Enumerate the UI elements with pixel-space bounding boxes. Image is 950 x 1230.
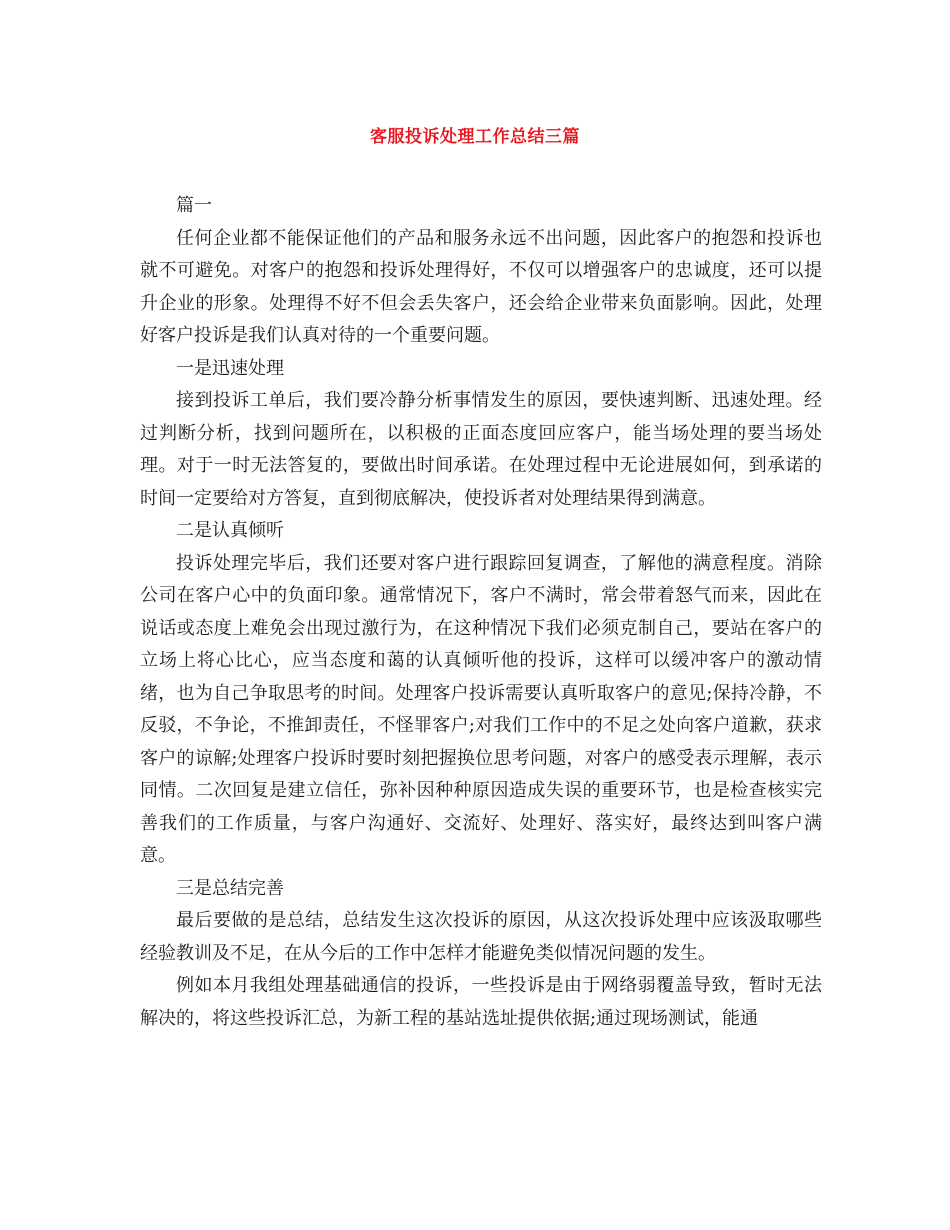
section-heading-careful-listening: 二是认真倾听 — [176, 520, 284, 541]
paragraph-intro: 任何企业都不能保证他们的产品和服务永远不出问题，因此客户的抱怨和投诉也就不可避免。对客户的抱怨和投诉处理得好，不仅可以增强客户的忠诚度，还可以提升企业的形象。处理得不好不但会丢失客户，还会给企业带来负面影响。因此，处理好客户投诉是我们认真对待的一个重要问题。 — [140, 227, 822, 346]
paragraph-careful-listening: 投诉处理完毕后，我们还要对客户进行跟踪回复调查，了解他的满意程度。消除公司在客户心中的负面印象。通常情况下，客户不满时，常会带着怒气而来，因此在说话或态度上难免会出现过激行为，在这种情况下我们必须克制自己，要站在客户的立场上将心比心，应当态度和蔼的认真倾听他的投诉，这样可以缓冲客户的激动情绪，也为自己争取思考的时间。处理客户投诉需要认真听取客户的意见;保持冷静，不反驳，不争论，不推卸责任，不怪罪客户;对我们工作中的不足之处向客户道歉，获求客户的谅解;处理客户投诉时要时刻把握换位思考问题，对客户的感受表示理解，表示同情。二次回复是建立信任，弥补因种种原因造成失误的重要环节，也是检查核实完善我们的工作质量，与客户沟通好、交流好、处理好、落实好，最终达到叫客户满意。 — [140, 552, 822, 866]
paragraph-quick-handling: 接到投诉工单后，我们要冷静分析事情发生的原因，要快速判断、迅速处理。经过判断分析，找到问题所在，以积极的正面态度回应客户，能当场处理的要当场处理。对于一时无法答复的，要做出时间承诺。在处理过程中无论进展如何，到承诺的时间一定要给对方答复，直到彻底解决，使投诉者对处理结果得到满意。 — [140, 390, 822, 509]
section-heading-part-one: 篇一 — [176, 195, 212, 216]
paragraph-example: 例如本月我组处理基础通信的投诉，一些投诉是由于网络弱覆盖导致，暂时无法解决的，将这些投诉汇总，为新工程的基站选址提供依据;通过现场测试，能通 — [140, 975, 822, 1029]
section-heading-quick-handling: 一是迅速处理 — [176, 357, 284, 379]
section-heading-summary: 三是总结完善 — [176, 877, 284, 899]
document-title: 客服投诉处理工作总结三篇 — [370, 127, 580, 147]
paragraph-summary: 最后要做的是总结，总结发生这次投诉的原因，从这次投诉处理中应该汲取哪些经验教训及不足，在从今后的工作中怎样才能避免类似情况问题的发生。 — [140, 910, 822, 964]
document-body — [140, 190, 822, 1035]
